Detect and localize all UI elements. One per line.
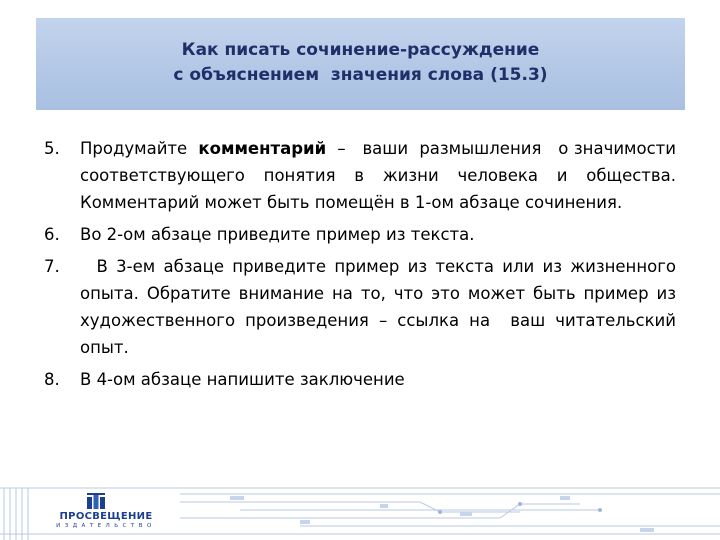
list-marker: 7.: [44, 257, 60, 276]
instruction-list: [44, 135, 682, 398]
list-item-text: Во 2-ом абзаце приведите пример из текста.: [80, 225, 475, 244]
list-item-8: [44, 366, 676, 393]
list-item-5: [44, 135, 682, 216]
title-banner: [36, 18, 685, 110]
list-item-text: [80, 135, 682, 216]
list-marker: 8.: [44, 370, 60, 389]
list-marker: 5.: [44, 139, 60, 158]
publisher-logo-icon: [86, 492, 106, 510]
logo-subtitle: ИЗДАТЕЛЬСТВО: [56, 523, 156, 529]
list-item-7: [44, 253, 682, 361]
list-item-text: В 3-ем абзаце приведите пример из текста или из жизненного опыта. Обратите внимание на то, что это может быть пример из художественного произведения – ссылка на ваш читательский опыт.: [80, 257, 682, 357]
logo-name: ПРОСВЕЩЕНИЕ: [59, 511, 153, 522]
footer-decoration: [0, 482, 720, 540]
list-item-6: [44, 221, 676, 248]
list-item-text: В 4-ом абзаце напишите заключение: [80, 370, 405, 389]
bold-term: комментарий: [198, 139, 327, 158]
item-text-part: – ваши размышления о значимости соответствующего понятия в жизни человека и общества. Комментарий может быть помещён в 1-ом абзаце сочинения.: [80, 139, 682, 212]
publisher-logo: [36, 492, 176, 532]
slide-title-line-2: с объяснением значения слова (15.3): [173, 65, 548, 85]
slide-title-line-1: Как писать сочинение-рассуждение: [181, 40, 540, 60]
item-text-part: Продумайте: [80, 139, 199, 158]
list-marker: 6.: [44, 225, 60, 244]
